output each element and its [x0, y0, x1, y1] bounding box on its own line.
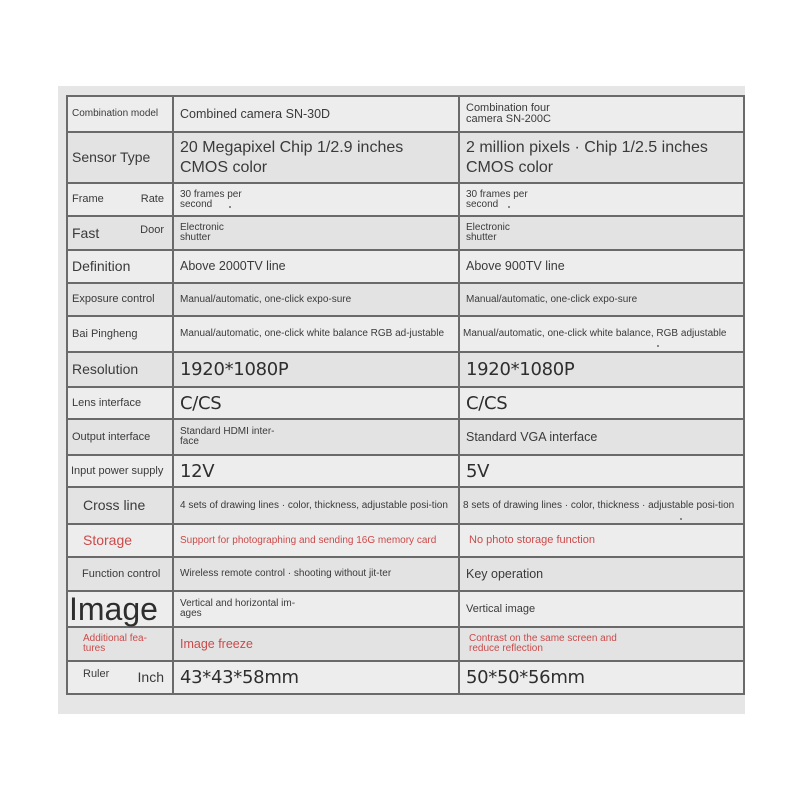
- table-row-storage: [67, 524, 744, 557]
- fast-door-col2: Electronic shutter: [459, 216, 744, 250]
- resolution-col2: 1920*1080P: [459, 352, 744, 387]
- header-col1: Combined camera SN-30D: [173, 96, 459, 132]
- white-balance-label: Bai Pingheng: [67, 316, 173, 352]
- additional-features-label: Additional fea-tures: [67, 627, 173, 661]
- definition-col2: Above 900TV line: [459, 250, 744, 283]
- image-col1: Vertical and horizontal im-ages: [173, 591, 459, 627]
- table-row-header: [67, 96, 744, 132]
- image-col2: Vertical image: [459, 591, 744, 627]
- table-row-resolution: [67, 352, 744, 387]
- function-control-label: Function control: [67, 557, 173, 591]
- input-power-col2: 5V: [459, 455, 744, 487]
- sensor-type-col1: 20 Megapixel Chip 1/2.9 inches CMOS color: [173, 132, 459, 183]
- input-power-label: Input power supply: [67, 455, 173, 487]
- lens-interface-label: Lens interface: [67, 387, 173, 419]
- output-interface-col1: Standard HDMI inter-face: [173, 419, 459, 455]
- resolution-col1: 1920*1080P: [173, 352, 459, 387]
- lens-interface-col2: C/CS: [459, 387, 744, 419]
- cross-line-col1: 4 sets of drawing lines · color, thickness, adjustable posi-tion: [173, 487, 459, 524]
- fast-door-label: Fast Door: [67, 216, 173, 250]
- table-row-additional-features: [67, 627, 744, 661]
- fast-door-col1: Electronic shutter: [173, 216, 459, 250]
- definition-col1: Above 2000TV line: [173, 250, 459, 283]
- table-row-exposure-control: [67, 283, 744, 316]
- storage-col1: Support for photographing and sending 16G memory card: [173, 524, 459, 557]
- table-row-image: [67, 591, 744, 627]
- sensor-type-label: Sensor Type: [67, 132, 173, 183]
- white-balance-col1: Manual/automatic, one-click white balance RGB ad-justable: [173, 316, 459, 352]
- additional-features-col2: Contrast on the same screen and reduce reflection: [459, 627, 744, 661]
- cross-line-col2: 8 sets of drawing lines · color, thickness · adjustable posi-tion: [459, 487, 744, 524]
- table-row-frame-rate: [67, 183, 744, 216]
- frame-rate-col2: 30 frames per second: [459, 183, 744, 216]
- function-control-col2: Key operation: [459, 557, 744, 591]
- table-row-sensor-type: [67, 132, 744, 183]
- output-interface-label: Output interface: [67, 419, 173, 455]
- table-row-fast-door: [67, 216, 744, 250]
- image-label: Image: [67, 591, 173, 627]
- storage-col2: No photo storage function: [459, 524, 744, 557]
- table-row-output-interface: [67, 419, 744, 455]
- exposure-control-label: Exposure control: [67, 283, 173, 316]
- ruler-col2: 50*50*56mm: [459, 661, 744, 694]
- header-col2: Combination four camera SN-200C: [459, 96, 744, 132]
- ruler-col1: 43*43*58mm: [173, 661, 459, 694]
- cross-line-label: Cross line: [67, 487, 173, 524]
- function-control-col1: Wireless remote control · shooting without jit-ter: [173, 557, 459, 591]
- ruler-label: Ruler Inch: [67, 661, 173, 694]
- definition-label: Definition: [67, 250, 173, 283]
- sensor-type-col2: 2 million pixels · Chip 1/2.5 inches CMOS color: [459, 132, 744, 183]
- lens-interface-col1: C/CS: [173, 387, 459, 419]
- table-row-function-control: [67, 557, 744, 591]
- frame-rate-label: Frame Rate: [67, 183, 173, 216]
- input-power-col1: 12V: [173, 455, 459, 487]
- resolution-label: Resolution: [67, 352, 173, 387]
- table-row-input-power: [67, 455, 744, 487]
- table-row-ruler: [67, 661, 744, 694]
- white-balance-col2: Manual/automatic, one-click white balance, RGB adjustable: [459, 316, 744, 352]
- additional-features-col1: Image freeze: [173, 627, 459, 661]
- table-row-definition: [67, 250, 744, 283]
- exposure-control-col1: Manual/automatic, one-click expo-sure: [173, 283, 459, 316]
- header-param: Combination model: [67, 96, 173, 132]
- frame-rate-col1: 30 frames per second: [173, 183, 459, 216]
- storage-label: Storage: [67, 524, 173, 557]
- camera-spec-table: [66, 95, 745, 695]
- exposure-control-col2: Manual/automatic, one-click expo-sure: [459, 283, 744, 316]
- table-row-white-balance: [67, 316, 744, 352]
- output-interface-col2: Standard VGA interface: [459, 419, 744, 455]
- table-row-lens-interface: [67, 387, 744, 419]
- table-row-cross-line: [67, 487, 744, 524]
